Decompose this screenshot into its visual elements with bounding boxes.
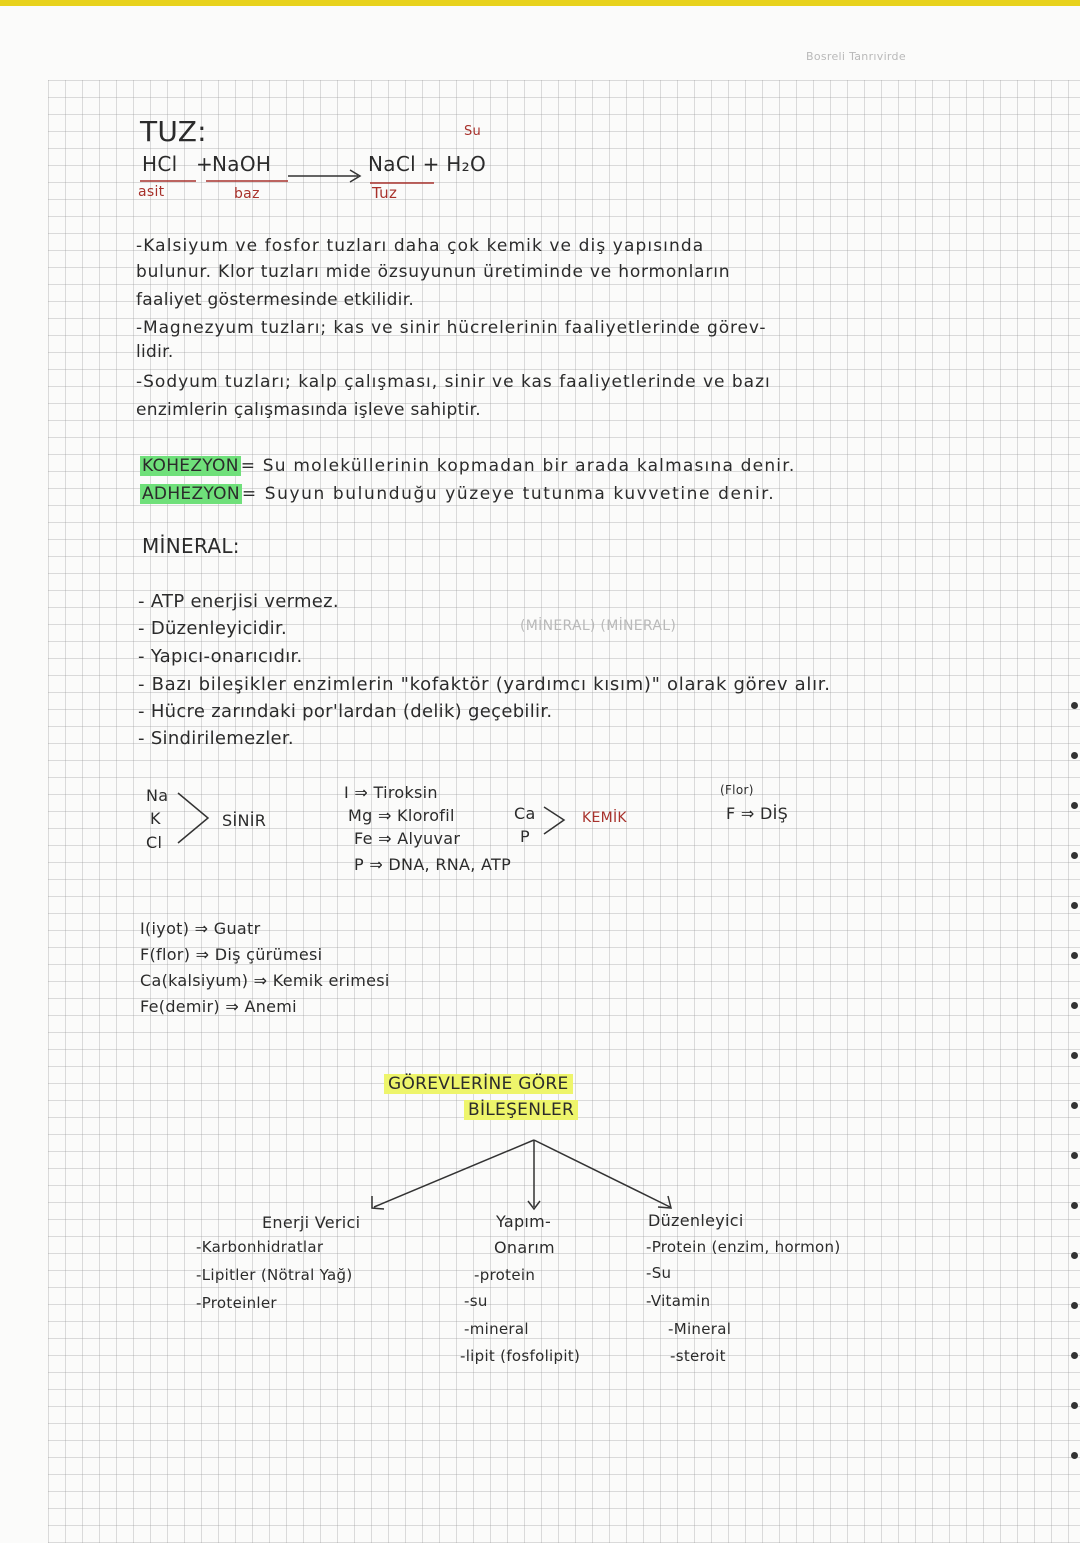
deficiency-fluor: F(flor) ⇒ Diş çürümesi (140, 945, 323, 964)
energy-item-1: -Karbonhidratlar (196, 1238, 324, 1256)
regulator-item-5: -steroit (670, 1347, 726, 1365)
mineral-item-4: - Bazı bileşikler enzimlerin "kofaktör (yardımcı kısım)" olarak görev alır. (138, 674, 831, 695)
build-item-3: -mineral (464, 1320, 529, 1338)
label-salt: Tuz (372, 184, 398, 202)
salt-line-3: faaliyet göstermesinde etkilidir. (136, 290, 415, 310)
regulator-item-1: -Protein (enzim, hormon) (646, 1238, 841, 1256)
element-phosphorus: P ⇒ DNA, RNA, ATP (354, 855, 512, 874)
deficiency-iodine: I(iyot) ⇒ Guatr (140, 919, 261, 938)
regulator-item-4: -Mineral (668, 1320, 732, 1338)
nerve-label: SİNİR (222, 811, 267, 830)
mineral-item-1: - ATP enerjisi vermez. (138, 591, 339, 612)
mineral-item-2: - Düzenleyicidir. (138, 618, 288, 639)
salt-line-2: bulunur. Klor tuzları mide özsuyunun üretiminde ve hormonların (136, 262, 731, 282)
tree-title-line-1: GÖREVLERİNE GÖRE (384, 1074, 573, 1094)
mineral-faint-note: (MİNERAL) (MİNERAL) (520, 618, 677, 634)
deficiency-calcium: Ca(kalsiyum) ⇒ Kemik erimesi (140, 971, 390, 990)
term-kohezyon-row (140, 456, 795, 476)
reaction-plus: + (196, 152, 214, 176)
element-iodine: I ⇒ Tiroksin (344, 783, 438, 802)
build-item-2: -su (464, 1292, 488, 1310)
label-acid: asit (138, 184, 165, 200)
paper-margin-left (0, 6, 48, 1543)
reaction-base: NaOH (212, 152, 272, 176)
build-item-4: -lipit (fosfolipit) (460, 1347, 581, 1365)
mineral-item-5: - Hücre zarındaki por'lardan (delik) geçebilir. (138, 701, 553, 722)
salt-line-1: -Kalsiyum ve fosfor tuzları daha çok kemik ve diş yapısında (136, 236, 705, 256)
paper-margin-top (0, 6, 1080, 80)
reaction-over-arrow: Su (464, 124, 482, 139)
regulator-item-2: -Su (646, 1264, 672, 1282)
tree-title-line-2: BİLEŞENLER (464, 1100, 578, 1120)
salt-title: TUZ: (140, 115, 207, 148)
deficiency-iron: Fe(demir) ⇒ Anemi (140, 997, 297, 1016)
mineral-title: MİNERAL: (142, 534, 240, 558)
fluor-note: (Flor) (720, 783, 754, 797)
bone-ca: Ca (514, 804, 536, 823)
term-adhezyon-definition: = Suyun bulunduğu yüzeye tutunma kuvvetine denir. (241, 484, 776, 504)
salt-line-4: -Magnezyum tuzları; kas ve sinir hücrelerinin faaliyetlerinde görev- (136, 318, 767, 338)
build-title-line-1: Yapım- (496, 1212, 552, 1231)
energy-item-2: -Lipitler (Nötral Yağ) (196, 1266, 353, 1284)
build-item-1: -protein (474, 1266, 536, 1284)
nerve-na: Na (146, 786, 169, 805)
label-base: baz (234, 186, 260, 202)
regulator-title: Düzenleyici (648, 1211, 744, 1230)
energy-item-3: -Proteinler (196, 1294, 277, 1312)
term-adhezyon: ADHEZYON (142, 484, 240, 504)
salt-line-7: enzimlerin çalışmasında işleve sahiptir. (136, 400, 481, 420)
salt-line-6: -Sodyum tuzları; kalp çalışması, sinir ve kas faaliyetlerinde ve bazı (136, 372, 771, 392)
regulator-item-3: -Vitamin (646, 1292, 711, 1310)
term-kohezyon: KOHEZYON (142, 456, 239, 476)
nerve-k: K (150, 809, 161, 828)
build-title-line-2: Onarım (494, 1238, 555, 1257)
element-magnesium: Mg ⇒ Klorofil (348, 806, 455, 825)
term-adhezyon-row (140, 484, 775, 504)
corner-note: Bosreli Tanrıvirde (806, 50, 906, 63)
bone-p: P (520, 827, 530, 846)
term-kohezyon-definition: = Su moleküllerinin kopmadan bir arada kalmasına denir. (240, 456, 796, 476)
notebook-binding-dots (1066, 700, 1080, 1500)
mineral-item-3: - Yapıcı-onarıcıdır. (138, 646, 303, 667)
energy-title: Enerji Verici (262, 1213, 361, 1232)
fluor-tooth: F ⇒ DİŞ (726, 804, 789, 823)
element-iron: Fe ⇒ Alyuvar (354, 829, 461, 848)
salt-line-5: lidir. (136, 342, 174, 362)
reaction-acid: HCl (142, 152, 178, 176)
nerve-cl: Cl (146, 833, 163, 852)
reaction-product: NaCl + H₂O (368, 152, 487, 176)
bone-label: KEMİK (582, 810, 627, 826)
mineral-item-6: - Sindirilemezler. (138, 728, 294, 749)
